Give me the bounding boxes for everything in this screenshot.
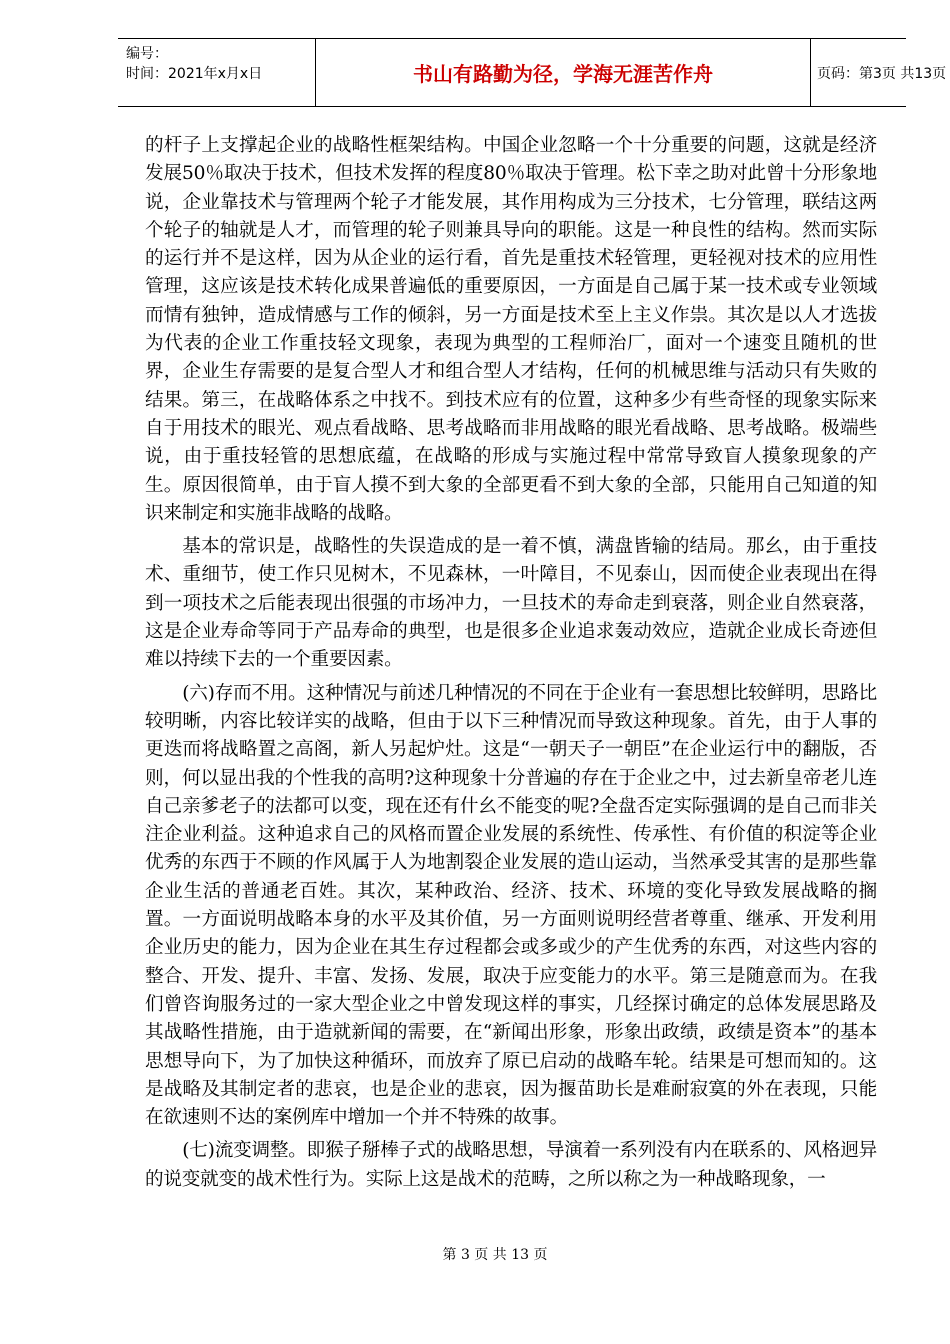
paragraph: (七)流变调整。即猴子掰棒子式的战略思想，导演着一系列没有内在联系的、风格迥异的说变就变的战术性行为。实际上这是战术的范畴，之所以称之为一种战略现象，一 — [145, 1140, 877, 1190]
paragraph: 基本的常识是，战略性的失误造成的是一着不慎，满盘皆输的结局。那幺，由于重技术、重细节，使工作只见树木，不见森林，一叶障目，不见泰山，因而使企业表现出在得到一项技术之后能表现出很强的市场冲力，一旦技术的寿命走到衰落，则企业自然衰落，这是企业寿命等同于产品寿命的典型，也是很多企业追求轰动效应，造就企业成长奇迹但难以持续下去的一个重要因素。 — [145, 536, 877, 671]
page-header — [118, 38, 947, 107]
page-footer: 第 3 页 共 13 页 — [442, 1247, 548, 1263]
document-body — [145, 132, 877, 1199]
header-meta — [118, 39, 315, 106]
number-label: 编号： — [126, 46, 168, 62]
paragraph: 的杆子上支撑起企业的战略性框架结构。中国企业忽略一个十分重要的问题，这就是经济发展50％取决于技术，但技术发挥的程度80％取决于管理。松下幸之助对此曾十分形象地说，企业靠技术与管理两个轮子才能发展，其作用构成为三分技术，七分管理，联结这两个轮子的轴就是人才，而管理的轮子则兼具导向的职能。这是一种良性的结构。然而实际的运行并不是这样，因为从企业的运行看，首先是重技术轻管理，更轻视对技术的应用性管理，这应该是技术转化成果普遍低的重要原因，一方面是自己属于某一技术或专业领域而情有独钟，造成情感与工作的倾斜，另一方面是技术至上主义作祟。其次是以人才选拔为代表的企业工作重技轻文现象，表现为典型的工程师治厂，面对一个速变且随机的世界，企业生存需要的是复合型人才和组合型人才结构，任何的机械思维与活动只有失败的结果。第三，在战略体系之中找不。到技术应有的位置，这种多少有些奇怪的现象实际来自于用技术的眼光、观点看战略、思考战略而非用战略的眼光看战略、思考战略。极端些说，由于重技轻管的思想底蕴，在战略的形成与实施过程中常常导致盲人摸象现象的产生。原因很简单，由于盲人摸不到大象的全部更看不到大象的全部，只能用自己知道的知识来制定和实施非战略的战略。 — [145, 135, 877, 524]
time-label: 时间：2021年x月x日 — [126, 66, 263, 82]
header-motto: 书山有路勤为径，学海无涯苦作舟 — [315, 39, 811, 106]
paragraph: (六)存而不用。这种情况与前述几种情况的不同在于企业有一套思想比较鲜明，思路比较明晰，内容比较详实的战略，但由于以下三种情况而导致这种现象。首先，由于人事的更迭而将战略置之高阁，新人另起炉灶。这是“一朝天子一朝臣”在企业运行中的翻版，否则，何以显出我的个性我的高明?这种现象十分普遍的存在于企业之中，过去新皇帝老儿连自己亲爹老子的法都可以变，现在还有什幺不能变的呢?全盘否定实际强调的是自己而非关注企业利益。这种追求自己的风格而置企业发展的系统性、传承性、有价值的积淀等企业优秀的东西于不顾的作风属于人为地割裂企业发展的造山运动，当然承受其害的是那些靠企业生活的普通老百姓。其次，某种政治、经济、技术、环境的变化导致发展战略的搁置。一方面说明战略本身的水平及其价值，另一方面则说明经营者尊重、继承、开发利用企业历史的能力，因为企业在其生存过程都会或多或少的产生优秀的东西，对这些内容的整合、开发、提升、丰富、发扬、发展，取决于应变能力的水平。第三是随意而为。在我们曾咨询服务过的一家大型企业之中曾发现这样的事实，几经探讨确定的总体发展思路及其战略性措施，由于造就新闻的需要，在“新闻出形象，形象出政绩，政绩是资本”的基本思想导向下，为了加快这种循环，而放弃了原已启动的战略车轮。结果是可想而知的。这是战略及其制定者的悲哀，也是企业的悲哀，因为揠苗助长是难耐寂寞的外在表现，只能在欲速则不达的案例库中增加一个并不特殊的故事。 — [145, 682, 877, 1129]
header-page-number: 页码：第3页 共13页 — [817, 65, 947, 82]
